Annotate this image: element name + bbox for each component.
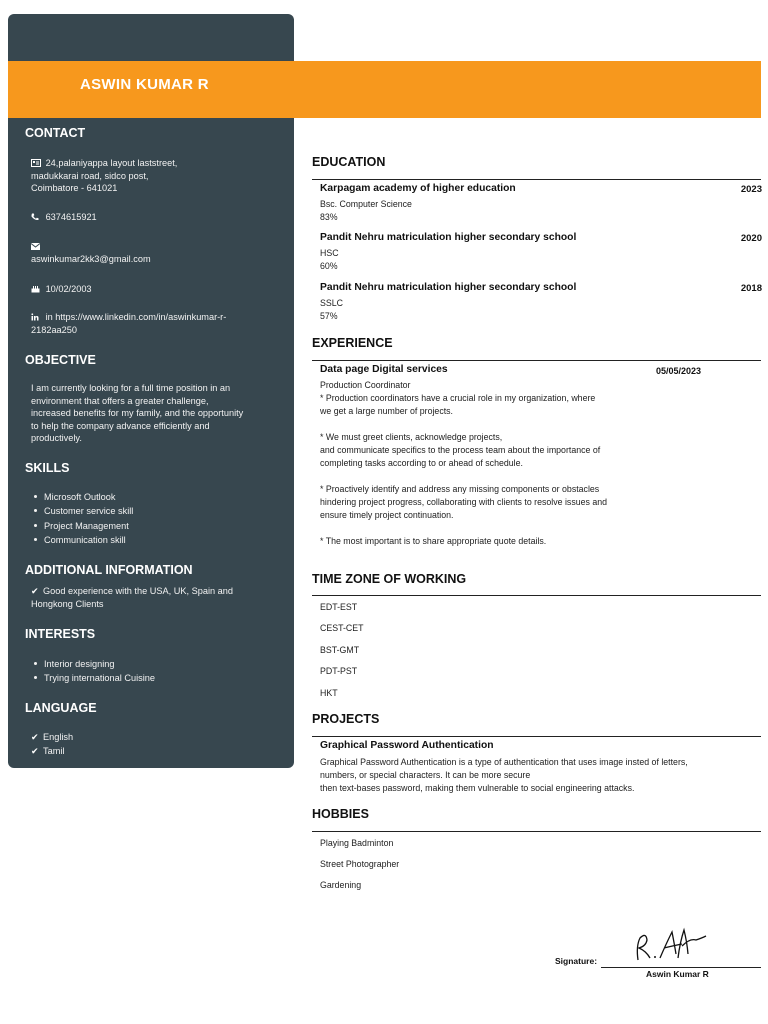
- signature-line: [601, 967, 761, 968]
- objective-heading: OBJECTIVE: [25, 353, 96, 367]
- experience-heading: EXPERIENCE: [312, 336, 393, 350]
- email-address: aswinkumar2kk3@gmail.com: [31, 253, 151, 264]
- education-school: Pandit Nehru matriculation higher secondary school: [320, 282, 577, 293]
- education-school: Pandit Nehru matriculation higher secondary school: [320, 232, 577, 243]
- project-line: Graphical Password Authentication is a type of authentication that uses image insted of letters,: [320, 757, 688, 767]
- list-item: Customer service skill: [44, 504, 133, 518]
- experience-bullet-line: hindering project progress, collaborating with clients to resolve issues and: [320, 497, 608, 507]
- timezone-item: CEST-CET: [320, 623, 364, 633]
- additional-line-1: Good experience with the USA, UK, Spain and: [43, 586, 233, 596]
- timezone-item: BST-GMT: [320, 645, 360, 655]
- objective-line: to help the company advance efficiently and: [31, 420, 210, 431]
- skills-list: [44, 490, 133, 547]
- education-degree: HSC: [320, 248, 339, 258]
- objective-text: [31, 382, 243, 445]
- hobbies-divider: [312, 831, 761, 832]
- linkedin-url-line-2[interactable]: 2182aa250: [31, 324, 77, 335]
- phone-number: 6374615921: [45, 212, 97, 222]
- list-item: Trying international Cuisine: [44, 671, 155, 685]
- projects-divider: [312, 736, 761, 737]
- experience-bullet-line: * We must greet clients, acknowledge projects,: [320, 432, 503, 442]
- additional-heading: ADDITIONAL INFORMATION: [25, 563, 193, 577]
- phone-icon: [31, 211, 43, 224]
- timezone-item: EDT-EST: [320, 602, 358, 612]
- education-year: 2023: [740, 184, 762, 195]
- objective-line: productively.: [31, 433, 82, 444]
- hobby-item: Gardening: [320, 880, 362, 890]
- experience-divider: [312, 360, 761, 361]
- project-title: Graphical Password Authentication: [320, 740, 494, 751]
- list-item: [31, 730, 73, 744]
- list-item: Interior designing: [44, 657, 155, 671]
- address-card-icon: [31, 157, 43, 170]
- experience-bullet-line: we get a large number of projects.: [320, 406, 454, 416]
- additional-line-2: Hongkong Clients: [31, 598, 104, 609]
- education-year: 2018: [740, 283, 762, 294]
- objective-line: increased benefits for my family, and the opportunity: [31, 408, 244, 419]
- date-of-birth: 10/02/2003: [45, 284, 92, 294]
- language-heading: LANGUAGE: [25, 701, 97, 715]
- candidate-name: ASWIN KUMAR R: [80, 76, 209, 93]
- education-score: 60%: [320, 261, 338, 271]
- experience-company: Data page Digital services: [320, 364, 448, 375]
- experience-bullet-line: ensure timely project continuation.: [320, 510, 454, 520]
- education-score: 83%: [320, 212, 338, 222]
- contact-dob: [31, 283, 92, 296]
- hobby-item: Street Photographer: [320, 859, 400, 869]
- additional-text: [31, 585, 233, 610]
- objective-line: environment that offers a greater challenge,: [31, 395, 209, 406]
- experience-role: Production Coordinator: [320, 380, 411, 390]
- education-school: Karpagam academy of higher education: [320, 183, 516, 194]
- education-details: [320, 297, 343, 323]
- experience-bullet-line: * Proactively identify and address any missing components or obstacles: [320, 484, 600, 494]
- project-description: [320, 756, 688, 795]
- linkedin-icon: [31, 311, 43, 324]
- handwritten-signature: [632, 924, 707, 964]
- timezone-item: HKT: [320, 688, 338, 698]
- interests-heading: INTERESTS: [25, 627, 96, 641]
- education-divider: [312, 179, 761, 180]
- linkedin-url-line-1[interactable]: in https://www.linkedin.com/in/aswinkumar-r-: [45, 312, 227, 322]
- experience-details: [320, 379, 607, 548]
- education-degree: SSLC: [320, 298, 343, 308]
- timezone-heading: TIME ZONE OF WORKING: [312, 572, 467, 586]
- contact-heading: CONTACT: [25, 126, 86, 140]
- education-details: [320, 247, 339, 273]
- list-item: [31, 744, 73, 758]
- contact-linkedin: [31, 311, 226, 336]
- language-label: Tamil: [43, 746, 65, 756]
- check-icon: ✔: [31, 746, 39, 756]
- check-icon: ✔: [31, 732, 39, 742]
- contact-address: [31, 157, 177, 195]
- timezone-divider: [312, 595, 761, 596]
- experience-bullet-line: * The most important is to share appropriate quote details.: [320, 536, 547, 546]
- signature-name: Aswin Kumar R: [646, 969, 709, 979]
- education-heading: EDUCATION: [312, 155, 386, 169]
- check-icon: ✔: [31, 586, 39, 596]
- signature-label: Signature:: [555, 956, 598, 966]
- contact-email: [31, 240, 151, 265]
- education-degree: Bsc. Computer Science: [320, 199, 412, 209]
- timezone-item: PDT-PST: [320, 666, 358, 676]
- envelope-icon: [31, 240, 43, 253]
- birthday-cake-icon: [31, 283, 43, 296]
- language-label: English: [43, 732, 74, 742]
- list-item: Project Management: [44, 519, 133, 533]
- language-list: [31, 730, 73, 758]
- education-year: 2020: [740, 233, 762, 244]
- experience-bullet-line: and communicate specifics to the process team about the importance of: [320, 445, 601, 455]
- objective-line: I am currently looking for a full time position in an: [31, 383, 231, 393]
- contact-phone: [31, 211, 97, 224]
- experience-bullet-line: * Production coordinators have a crucial role in my organization, where: [320, 393, 596, 403]
- education-details: [320, 198, 412, 224]
- address-line-3: Coimbatore - 641021: [31, 183, 118, 194]
- skills-heading: SKILLS: [25, 461, 70, 475]
- list-item: Communication skill: [44, 533, 133, 547]
- interests-list: [44, 657, 155, 686]
- list-item: Microsoft Outlook: [44, 490, 133, 504]
- hobby-item: Playing Badminton: [320, 838, 394, 848]
- projects-heading: PROJECTS: [312, 712, 380, 726]
- project-line: then text-bases password, making them vulnerable to social engineering attacks.: [320, 783, 635, 793]
- experience-bullet-line: completing tasks according to or ahead of schedule.: [320, 458, 523, 468]
- project-line: numbers, or special characters. It can be more secure: [320, 770, 531, 780]
- experience-date: 05/05/2023: [656, 366, 702, 376]
- hobbies-heading: HOBBIES: [312, 807, 369, 821]
- address-line-2: madukkarai road, sidco post,: [31, 170, 149, 181]
- address-line-1: 24,palaniyappa layout laststreet,: [45, 158, 178, 168]
- education-score: 57%: [320, 311, 338, 321]
